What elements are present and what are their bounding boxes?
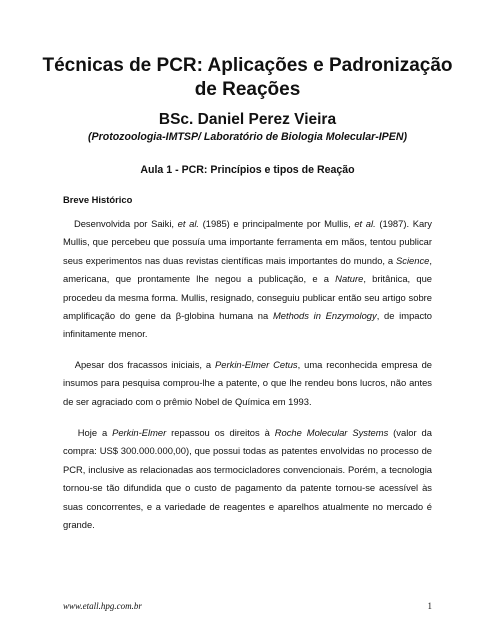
section-heading: Breve Histórico xyxy=(63,194,133,205)
title-line-2: de Reações xyxy=(194,79,301,100)
italic-run: et al. xyxy=(177,218,200,229)
page-number: 1 xyxy=(427,601,432,611)
text-run: Hoje a xyxy=(77,427,113,438)
text-run: Apesar dos fracassos iniciais, a xyxy=(74,359,216,370)
text-run: , americana, que prontamente lhe negou a publicação, e a xyxy=(63,254,432,285)
paragraph-history-1 xyxy=(63,215,432,344)
journal-name-science: Science xyxy=(396,254,430,266)
footer-url: www.etall.hpg.com.br xyxy=(63,601,142,611)
text-run: (1987). Kary Mullis, que percebeu que possuía uma importante ferramenta em mãos, tentou publicar seus experimentos nas duas revistas científicas mais importantes do mundo, a xyxy=(63,218,432,266)
text-run: Desenvolvida por Saiki, xyxy=(73,218,178,229)
text-run: , britânica, que procedeu da mesma forma. Mullis, resignado, conseguiu publicar então seu artigo sobre amplificação do gene da β-globina humana na xyxy=(63,273,433,322)
text-run: (1985) e principalmente por Mullis, xyxy=(199,218,355,229)
paragraph-history-3 xyxy=(63,424,432,534)
paragraph-history-2 xyxy=(63,356,432,411)
journal-name-nature: Nature xyxy=(335,273,364,285)
lesson-title: Aula 1 - PCR: Princípios e tipos de Reação xyxy=(140,164,355,176)
document-title xyxy=(30,54,465,102)
company-name: Roche Molecular Systems xyxy=(274,427,389,438)
italic-run: et al. xyxy=(354,218,376,229)
text-run: , uma reconhecida empresa de insumos para pesquisa comprou-lhe a patente, o que lhe rendeu bons lucros, não antes de ser agraciado com o prêmio Nobel de Química em 1993. xyxy=(63,359,432,407)
journal-name-methods: Methods in Enzymology xyxy=(272,310,377,322)
company-name: Perkin-Elmer Cetus xyxy=(215,359,298,370)
text-run: , de impacto infinitamente menor. xyxy=(63,310,433,340)
text-run: repassou os direitos à xyxy=(166,427,275,438)
title-line-1: Técnicas de PCR: Aplicações e Padronização xyxy=(42,55,453,76)
author-name: BSc. Daniel Perez Vieira xyxy=(158,111,337,128)
text-run: (valor da compra: US$ 300.000.000,00), que possui todas as patentes envolvidas no processo de PCR, inclusive as relacionadas aos termocicladores convencionais. Porém, a tecnologia tornou-se tão difundida que o custo de pagamento da patente tornou-se acessível às suas concorrentes, e a variedade de reagentes e aparelhos atualmente no mercado é grande. xyxy=(63,427,432,531)
company-name: Perkin-Elmer xyxy=(112,427,167,438)
author-affiliation: (Protozoologia-IMTSP/ Laboratório de Biologia Molecular-IPEN) xyxy=(88,131,407,143)
